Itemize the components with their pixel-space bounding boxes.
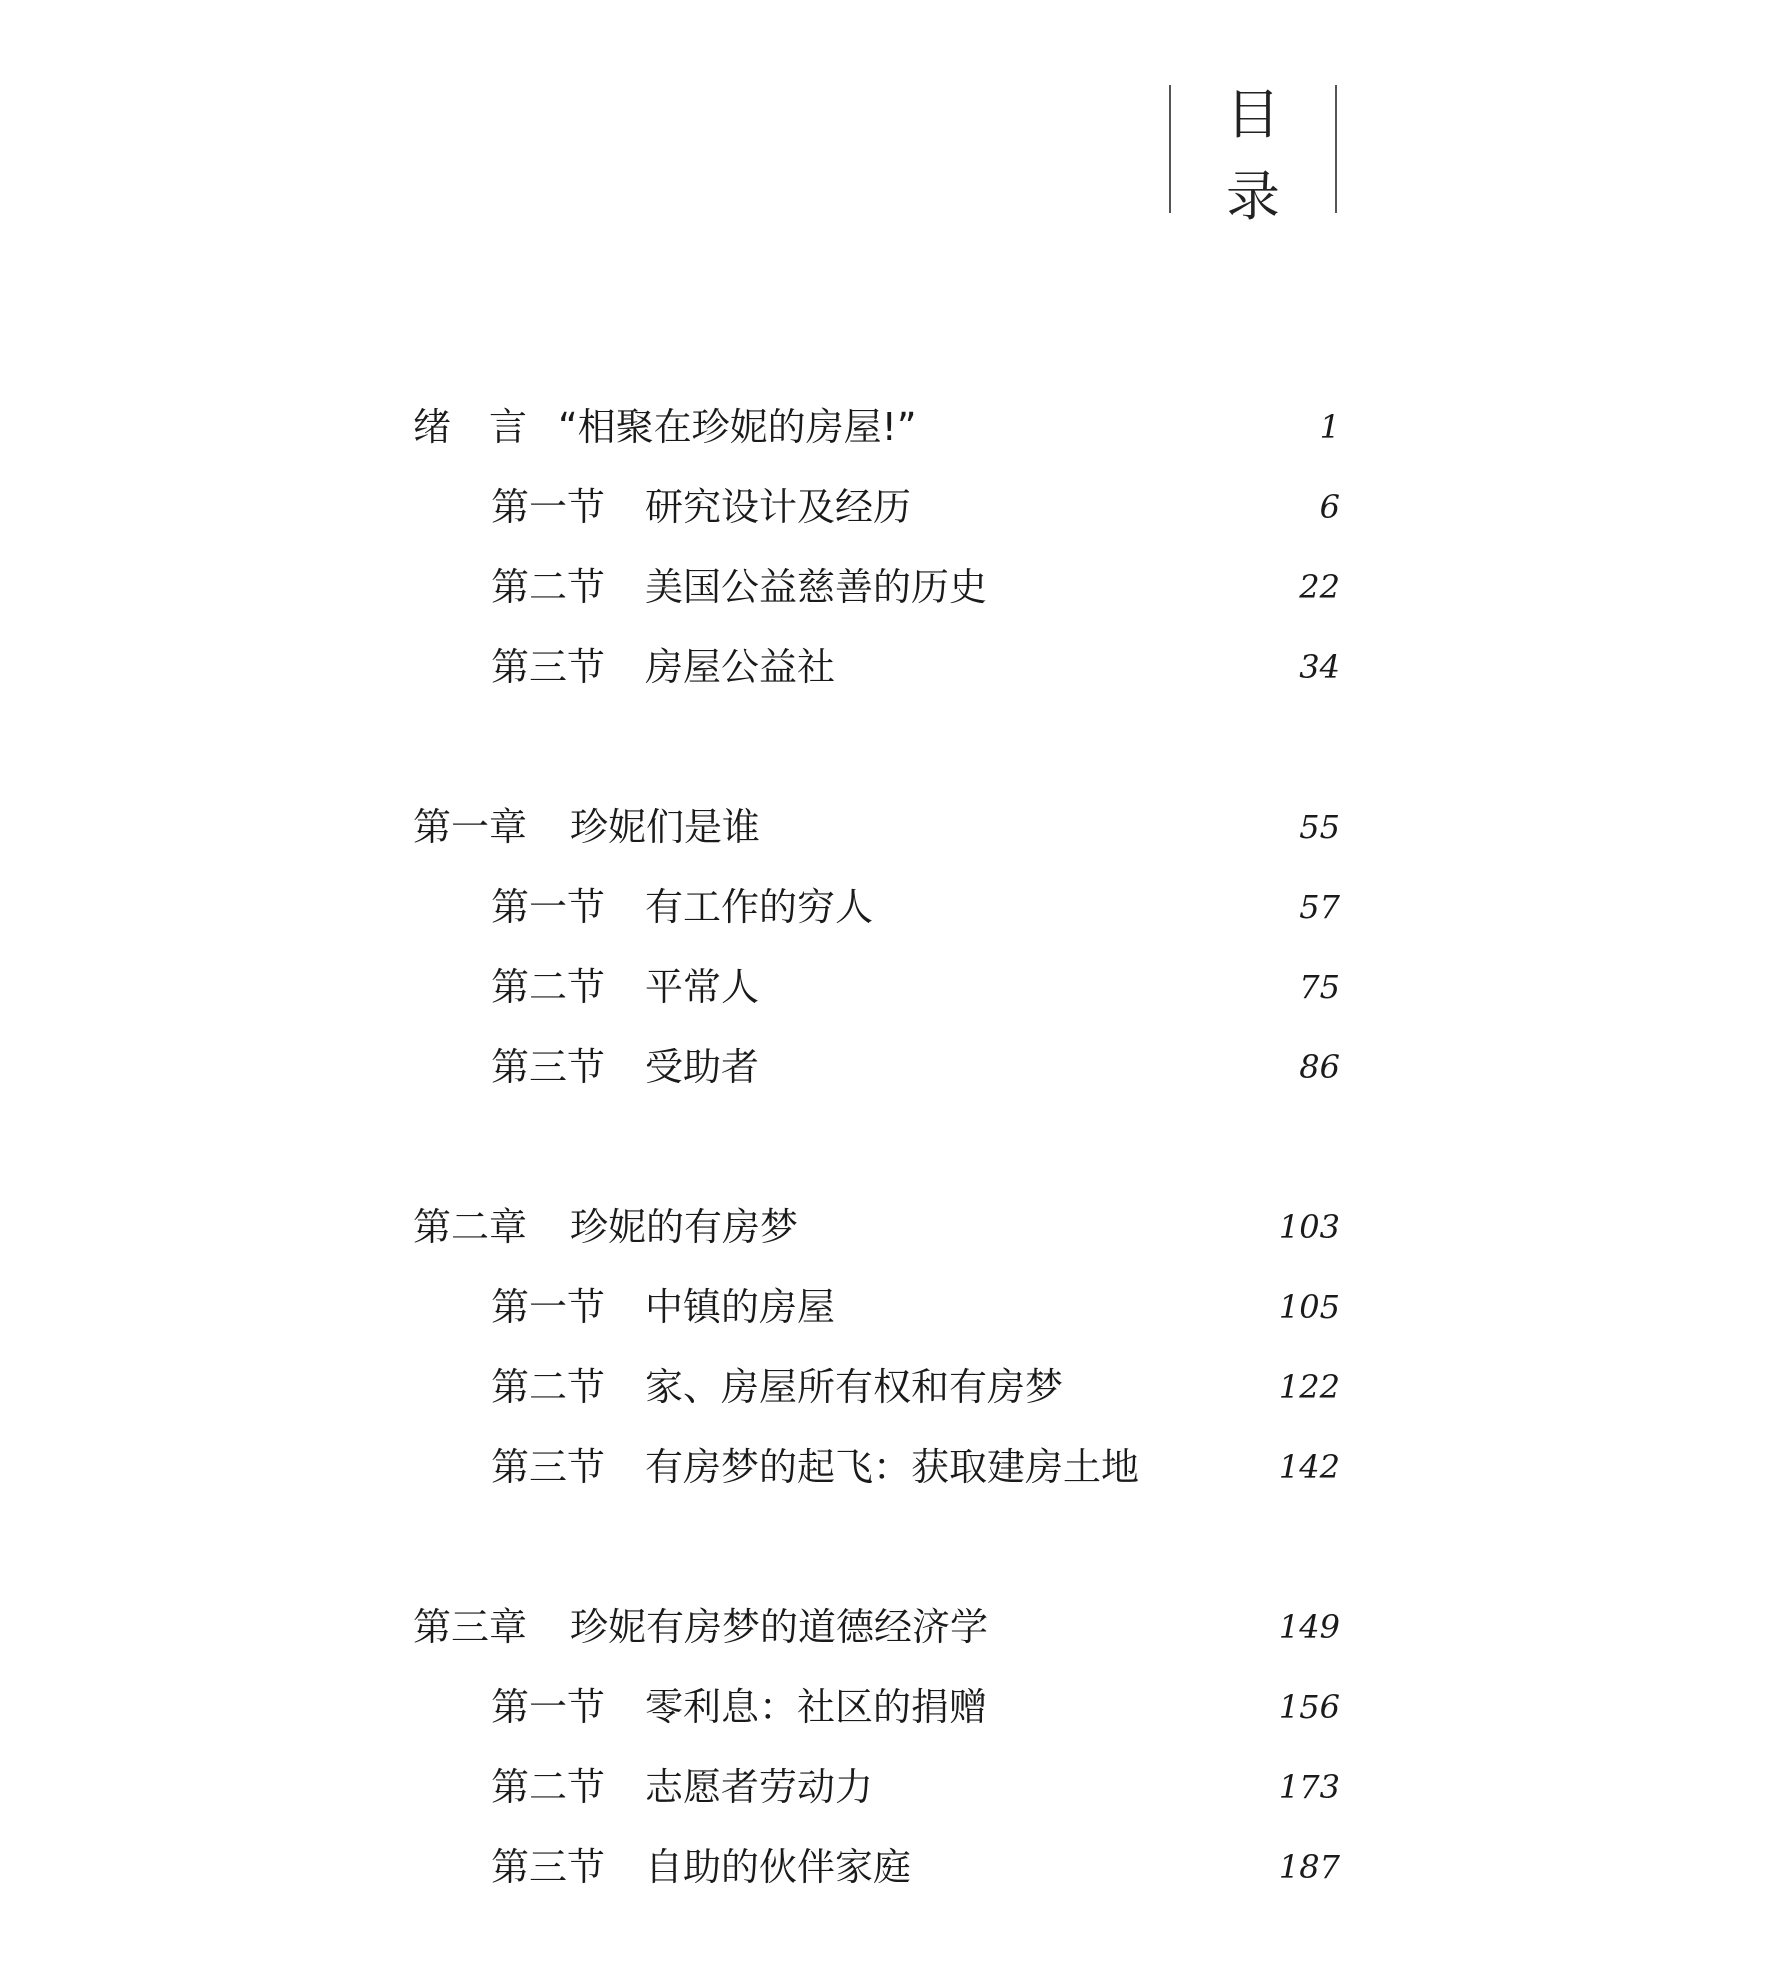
toc-chapter-1[interactable] — [0, 802, 1772, 852]
section-number: 第一节 — [491, 485, 606, 529]
page-number: 103 — [1278, 1208, 1340, 1246]
toc-section[interactable] — [0, 1042, 1772, 1092]
page-number: 187 — [1278, 1848, 1340, 1886]
page-number: 55 — [1299, 808, 1340, 846]
chapter-title: 珍妮们是谁 — [570, 805, 761, 849]
toc-chapter-intro[interactable] — [0, 402, 1772, 452]
toc-section[interactable] — [0, 1282, 1772, 1332]
toc-section[interactable] — [0, 1842, 1772, 1892]
page-number: 22 — [1299, 568, 1340, 606]
chapter-title: 珍妮的有房梦 — [570, 1205, 799, 1249]
chapter-title: 珍妮有房梦的道德经济学 — [570, 1605, 989, 1649]
toc-section[interactable] — [0, 1682, 1772, 1732]
section-title: 研究设计及经历 — [645, 485, 912, 529]
toc-section[interactable] — [0, 1762, 1772, 1812]
toc-chapter-2[interactable] — [0, 1202, 1772, 1252]
page-number: 173 — [1278, 1768, 1340, 1806]
section-number: 第二节 — [491, 565, 606, 609]
section-number: 第三节 — [491, 1845, 606, 1889]
section-title: 家、房屋所有权和有房梦 — [645, 1365, 1064, 1409]
chapter-number: 第二章 — [413, 1205, 528, 1249]
section-number: 第一节 — [491, 885, 606, 929]
section-title: 有房梦的起飞：获取建房土地 — [645, 1445, 1140, 1489]
section-number: 第二节 — [491, 1765, 606, 1809]
section-number: 第一节 — [491, 1285, 606, 1329]
page-number: 142 — [1278, 1448, 1340, 1486]
page-number: 86 — [1299, 1048, 1340, 1086]
title-right-rule — [1335, 85, 1337, 213]
chapter-title: “相聚在珍妮的房屋!” — [558, 405, 917, 449]
page-number: 156 — [1278, 1688, 1340, 1726]
page-number: 149 — [1278, 1608, 1340, 1646]
section-title: 美国公益慈善的历史 — [645, 565, 988, 609]
section-title: 中镇的房屋 — [645, 1285, 836, 1329]
title-char-1: 目 — [1226, 83, 1280, 146]
section-title: 志愿者劳动力 — [645, 1765, 874, 1809]
toc-title — [1169, 83, 1337, 228]
section-title: 受助者 — [645, 1045, 760, 1089]
section-title: 自助的伙伴家庭 — [645, 1845, 912, 1889]
page-number: 122 — [1278, 1368, 1340, 1406]
section-number: 第二节 — [491, 965, 606, 1009]
chapter-number: 绪 言 — [413, 405, 528, 449]
toc-section[interactable] — [0, 482, 1772, 532]
page-number: 6 — [1319, 488, 1340, 526]
title-char-2: 录 — [1226, 165, 1280, 228]
section-number: 第三节 — [491, 645, 606, 689]
toc-section[interactable] — [0, 642, 1772, 692]
toc-section[interactable] — [0, 1362, 1772, 1412]
page-number: 75 — [1299, 968, 1340, 1006]
toc-section[interactable] — [0, 882, 1772, 932]
page-number: 34 — [1299, 648, 1340, 686]
section-title: 零利息：社区的捐赠 — [645, 1685, 988, 1729]
chapter-number: 第一章 — [413, 805, 528, 849]
section-number: 第一节 — [491, 1685, 606, 1729]
section-number: 第三节 — [491, 1045, 606, 1089]
section-number: 第二节 — [491, 1365, 606, 1409]
page-number: 1 — [1319, 408, 1340, 446]
page-number: 57 — [1299, 888, 1340, 926]
toc-chapter-3[interactable] — [0, 1602, 1772, 1652]
section-title: 平常人 — [645, 965, 760, 1009]
section-title: 有工作的穷人 — [645, 885, 874, 929]
chapter-number: 第三章 — [413, 1605, 528, 1649]
page-number: 105 — [1278, 1288, 1340, 1326]
section-number: 第三节 — [491, 1445, 606, 1489]
toc-section[interactable] — [0, 962, 1772, 1012]
section-title: 房屋公益社 — [645, 645, 836, 689]
toc-section[interactable] — [0, 562, 1772, 612]
toc-section[interactable] — [0, 1442, 1772, 1492]
